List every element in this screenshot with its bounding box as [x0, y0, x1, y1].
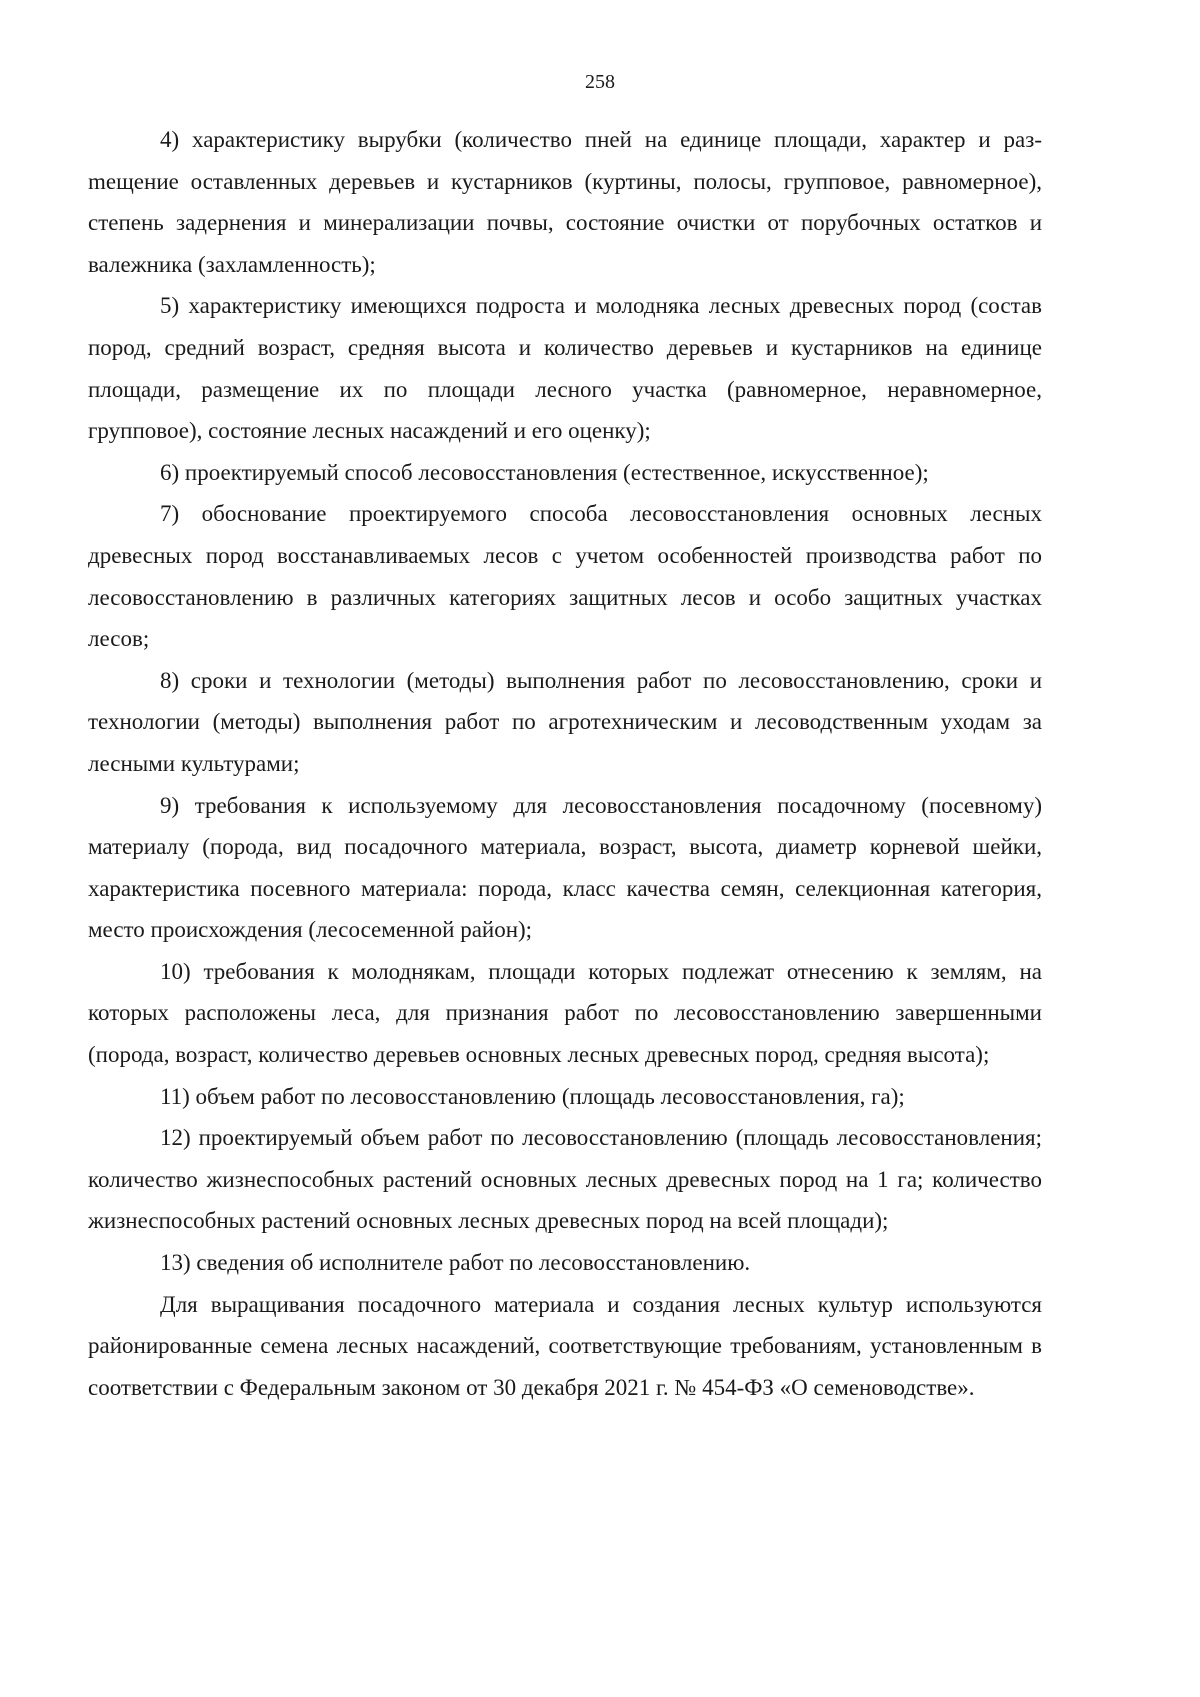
paragraph-item-4: 4) характеристику вырубки (количество пней на единице площади, характер и разmещение оставленных деревьев и кустарников (куртины, полосы, групповое, равномерное), степень задернения и минерализации почвы, состояние очистки от порубочных остатков и валежника (захламленность);: [88, 127, 1042, 277]
paragraph-item-9: 9) требования к используемому для лесовосстановления посадочному (посевному) материалу (порода, вид посадочного материала, возраст, высота, диаметр корневой шейки, характеристика посевного материала: порода, класс качества семян, селекционная категория, место происхождения (лесосеменной район);: [88, 792, 1042, 943]
paragraph-item-5: 5) характеристику имеющихся подроста и молодняка лесных древесных пород (состав пород, средний возраст, средняя высота и количество деревьев и кустарников на единице площади, размещение их по площади лесного участка (равномерное, неравномерное, групповое), состояние лесных насаждений и его оценку);: [88, 293, 1042, 444]
paragraph-item-7: 7) обоснование проектируемого способа лесовосстановления основных лесных древесных пород восстанавливаемых лесов с учетом особенностей производства работ по лесовосстановлению в различных категориях защитных лесов и особо защитных участках лесов;: [88, 501, 1042, 652]
page-number: 258: [585, 71, 615, 93]
paragraph-item-10: 10) требования к молоднякам, площади которых подлежат отнесению к землям, на которых расположены леса, для признания работ по лесовосстановлению завершенными (порода, возраст, количество деревьев основных лесных древесных пород, средняя высота);: [88, 958, 1042, 1068]
document-body: [88, 119, 1042, 1408]
paragraph-item-8: 8) сроки и технологии (методы) выполнения работ по лесовосстановлению, сроки и технологии (методы) выполнения работ по агротехническим и лесоводственным уходам за лесными культурами;: [88, 667, 1042, 776]
paragraph-seeds: Для выращивания посадочного материала и создания лесных культур используются районированные семена лесных насаждений, соответствующие требованиям, установленным в соответствии с Федеральным законом от 30 декабря 2021 г. № 454-ФЗ «О семеноводстве».: [88, 1291, 1042, 1400]
paragraph-item-12: 12) проектируемый объем работ по лесовосстановлению (площадь лесовосстановления; количество жизнеспособных растений основных лесных древесных пород на 1 га; количество жизнеспособных растений основных лесных древесных пород на всей площади);: [88, 1125, 1042, 1234]
paragraph-item-6: 6) проектируемый способ лесовосстановления (естественное, искусственное);: [160, 459, 929, 485]
paragraph-item-11: 11) объем работ по лесовосстановлению (площадь лесовосстановления, га);: [160, 1083, 905, 1109]
paragraph-item-13: 13) сведения об исполнителе работ по лесовосстановлению.: [160, 1250, 751, 1276]
